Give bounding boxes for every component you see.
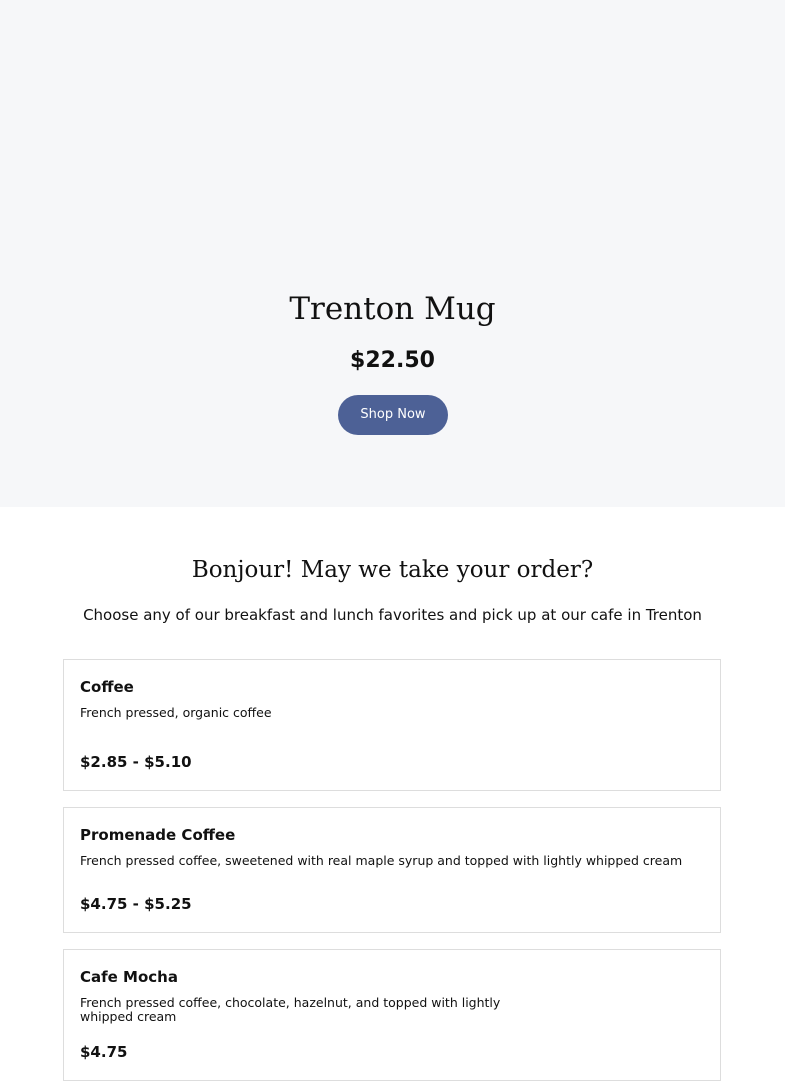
menu-item-description: French pressed, organic coffee (80, 705, 272, 720)
menu-item-card[interactable] (63, 949, 721, 1081)
menu-item-name: Promenade Coffee (80, 826, 236, 844)
menu-heading: Bonjour! May we take your order? (191, 557, 594, 583)
menu-subheading: Choose any of our breakfast and lunch favorites and pick up at our cafe in Trenton (83, 606, 702, 624)
menu-item-name: Cafe Mocha (80, 968, 178, 986)
menu-item-card[interactable] (63, 807, 721, 933)
shop-now-button[interactable]: Shop Now (338, 395, 448, 435)
menu-item-price: $4.75 (80, 1043, 128, 1061)
menu-item-price: $2.85 - $5.10 (80, 753, 192, 771)
menu-item-name: Coffee (80, 678, 134, 696)
menu-item-description: French pressed coffee, sweetened with real maple syrup and topped with lightly whipped cream (80, 853, 683, 868)
hero-product-price: $22.50 (350, 348, 435, 373)
menu-item-card[interactable] (63, 659, 721, 791)
hero-banner (0, 0, 785, 507)
hero-product-title: Trenton Mug (289, 291, 496, 327)
menu-item-price: $4.75 - $5.25 (80, 895, 192, 913)
menu-item-description: French pressed coffee, chocolate, hazelnut, and topped with lightly whipped cream (80, 995, 501, 1024)
